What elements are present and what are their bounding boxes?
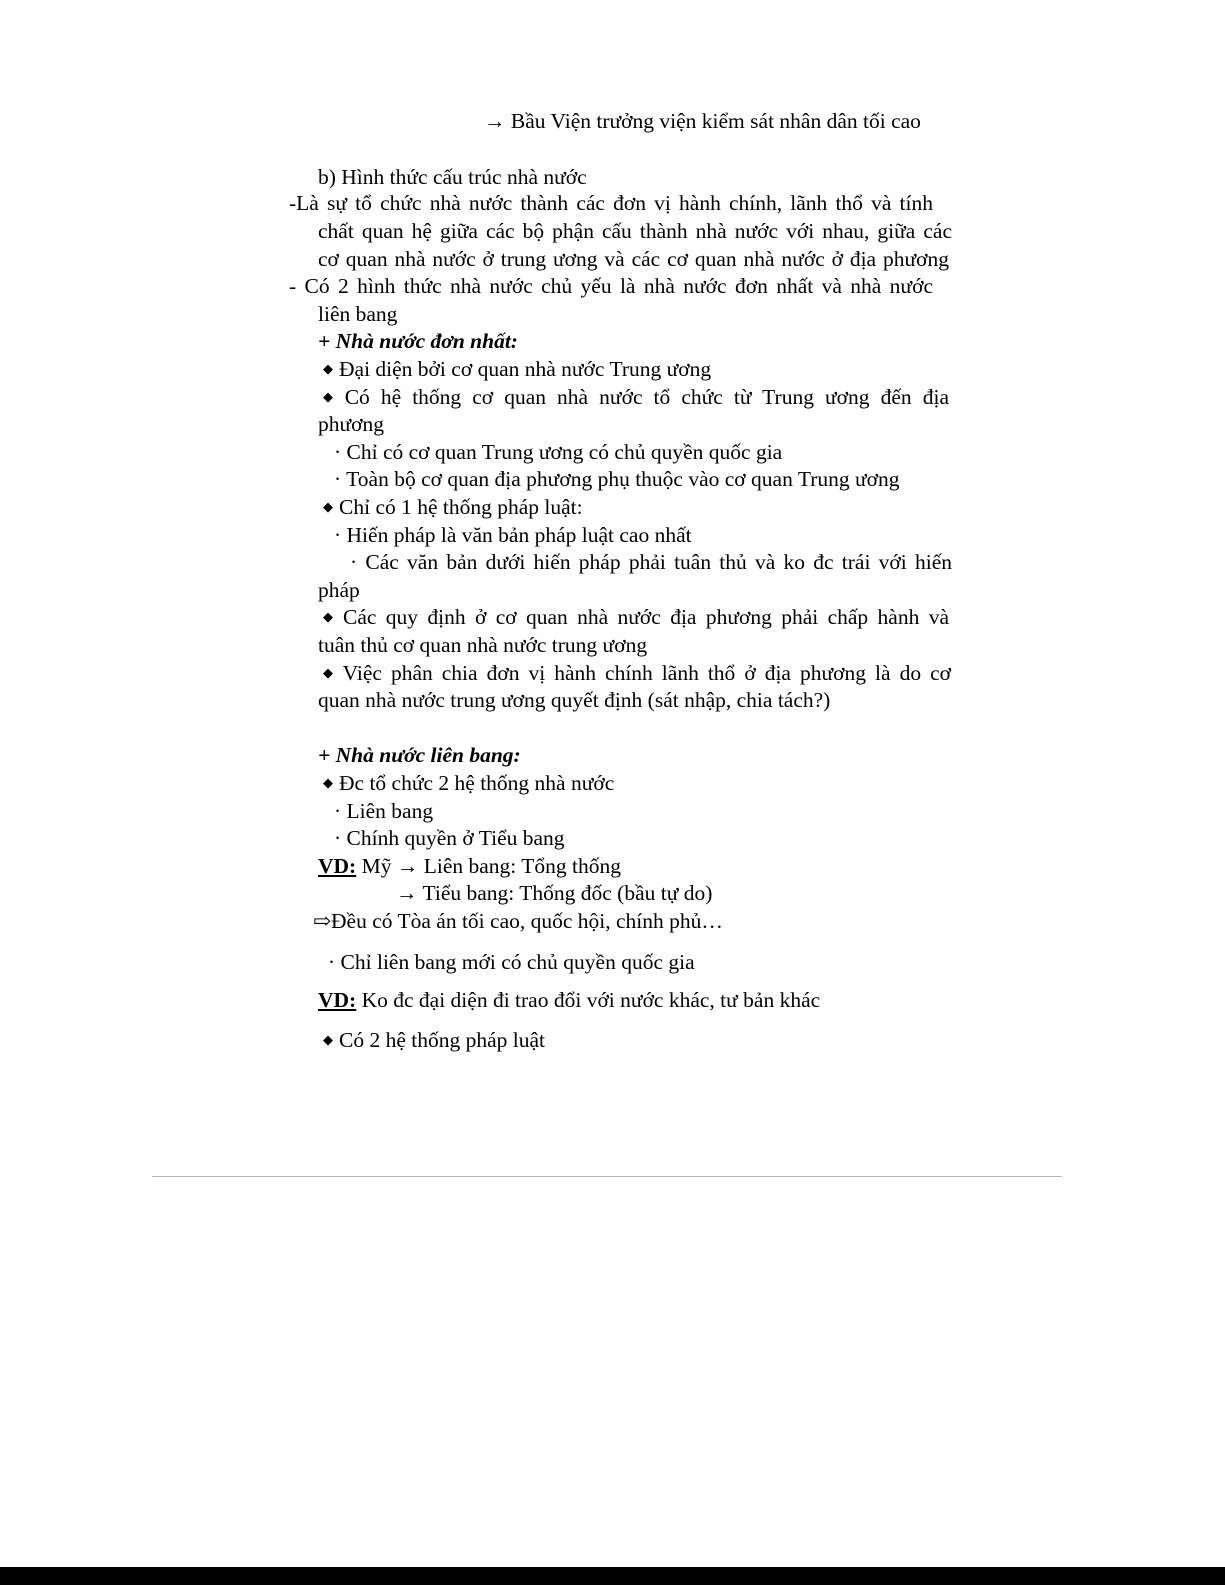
unitary-point-3-text: Chỉ có 1 hệ thống pháp luật: — [339, 495, 583, 519]
unitary-point-2-sub-2: · Toàn bộ cơ quan địa phương phụ thuộc vào cơ quan Trung ương — [334, 467, 900, 491]
definition-line-1: -Là sự tổ chức nhà nước thành các đơn vị hành chính, lãnh thổ và tính — [289, 191, 933, 215]
federal-point-2 — [323, 1027, 545, 1057]
diamond-bullet-icon: ◆ — [323, 1033, 333, 1048]
example-2-text: Ko đc đại diện đi trao đổi với nước khác, tư bản khác — [356, 988, 821, 1012]
unitary-point-3-sub-1: · Hiến pháp là văn bản pháp luật cao nhất — [334, 523, 692, 547]
federal-point-1 — [323, 770, 614, 800]
unitary-point-4 — [323, 604, 949, 634]
unitary-state-title: + Nhà nước đơn nhất: — [318, 329, 518, 353]
federal-point-1-sub-1: · Liên bang — [334, 799, 434, 823]
forms-line-1: - Có 2 hình thức nhà nước chủ yếu là nhà nước đơn nhất và nhà nước — [289, 274, 933, 298]
line-top: → Bầu Viện trưởng viện kiểm sát nhân dân tối cao — [484, 109, 921, 133]
unitary-point-4-cont: tuân thủ cơ quan nhà nước trung ương — [318, 633, 648, 657]
federal-point-1-sub-2: · Chính quyền ở Tiểu bang — [334, 826, 565, 850]
sovereignty-line: · Chỉ liên bang mới có chủ quyền quốc gia — [328, 950, 695, 974]
forms-line-2: liên bang — [318, 302, 398, 326]
example-label: VD: — [318, 854, 357, 878]
example-label: VD: — [318, 988, 357, 1012]
unitary-point-5-text: Việc phân chia đơn vị hành chính lãnh thổ ở địa phương là do cơ — [342, 661, 951, 685]
section-heading: b) Hình thức cấu trúc nhà nước — [318, 165, 587, 189]
example-2 — [318, 987, 820, 1014]
definition-line-2: chất quan hệ giữa các bộ phận cấu thành nhà nước với nhau, giữa các — [318, 219, 952, 243]
diamond-bullet-icon: ◆ — [323, 610, 337, 625]
diamond-bullet-icon: ◆ — [323, 362, 333, 377]
example-1-text: Mỹ → Liên bang: Tổng thống — [356, 854, 621, 878]
federal-point-1-text: Đc tổ chức 2 hệ thống nhà nước — [339, 771, 615, 795]
page-separator-line — [152, 1176, 1062, 1177]
example-1 — [318, 853, 621, 880]
diamond-bullet-icon: ◆ — [323, 776, 333, 791]
unitary-point-3 — [323, 494, 583, 524]
unitary-point-2-sub-1: · Chỉ có cơ quan Trung ương có chủ quyền quốc gia — [334, 440, 783, 464]
unitary-point-1-text: Đại diện bởi cơ quan nhà nước Trung ương — [339, 357, 712, 381]
diamond-bullet-icon: ◆ — [323, 500, 333, 515]
unitary-point-1 — [323, 356, 711, 386]
federal-point-2-text: Có 2 hệ thống pháp luật — [339, 1028, 546, 1052]
unitary-point-2-cont: phương — [318, 412, 385, 436]
unitary-point-3-sub-2: · Các văn bản dưới hiến pháp phải tuân thủ và ko đc trái với hiến — [350, 550, 952, 574]
bottom-edge-bar — [0, 1567, 1225, 1585]
implication-line: ⇨Đều có Tòa án tối cao, quốc hội, chính phủ… — [313, 909, 723, 933]
diamond-bullet-icon: ◆ — [323, 666, 337, 681]
unitary-point-5-cont: quan nhà nước trung ương quyết định (sát nhập, chia tách?) — [318, 688, 831, 712]
unitary-point-5 — [323, 660, 951, 690]
unitary-point-4-text: Các quy định ở cơ quan nhà nước địa phương phải chấp hành và — [342, 605, 949, 629]
definition-line-3: cơ quan nhà nước ở trung ương và các cơ quan nhà nước ở địa phương — [318, 247, 949, 271]
unitary-point-3-sub-2-cont: pháp — [318, 578, 360, 602]
federal-state-title: + Nhà nước liên bang: — [318, 743, 521, 767]
diamond-bullet-icon: ◆ — [323, 390, 339, 405]
example-1-cont: → Tiểu bang: Thống đốc (bầu tự do) — [396, 881, 713, 905]
unitary-point-2 — [323, 384, 949, 414]
unitary-point-2-text: Có hệ thống cơ quan nhà nước tổ chức từ Trung ương đến địa — [344, 385, 949, 409]
